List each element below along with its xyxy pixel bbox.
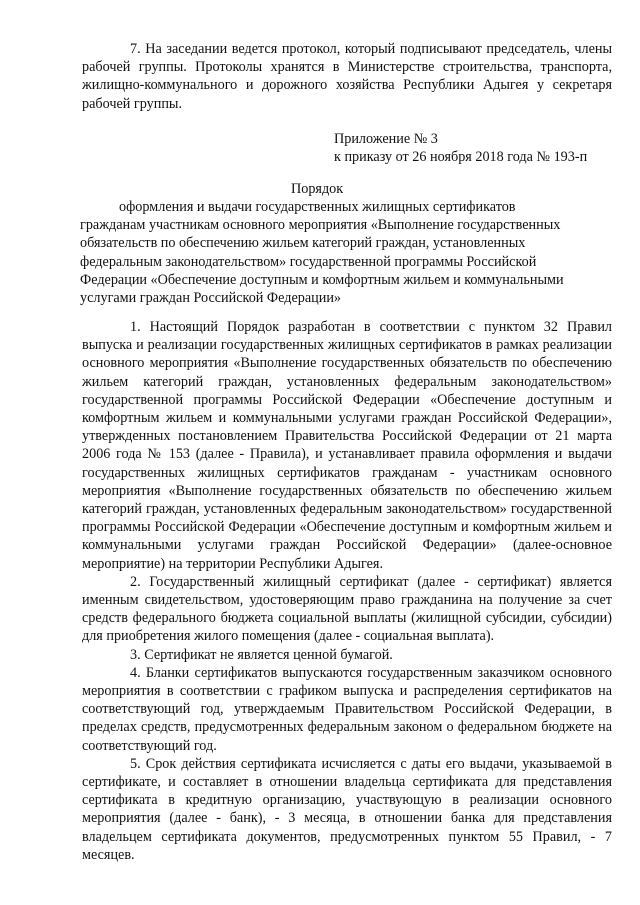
item-4: 4. Бланки сертификатов выпускаются государственным заказчиком основного мероприятия в соответствии с графиком выпуска и распределения сертификатов на соответствующий год, утверждаемым Правительством Российской Федерации, в пределах средств, предусмотренных федеральным законом о федеральном бюджете на соответствующий год. — [82, 664, 612, 754]
subtitle-line: оформления и выдачи государственных жилищных сертификатов — [80, 199, 516, 215]
annex-header — [334, 130, 634, 166]
subtitle-line: услугами граждан Российской Федерации» — [80, 290, 342, 307]
numbered-items — [82, 318, 612, 864]
document-subtitle — [80, 198, 614, 307]
item-5: 5. Срок действия сертификата исчисляется с даты его выдачи, указываемой в сертификате, и составляет в отношении владельца сертификата для представления сертификата в кредитную организацию, участвующую в реализации основного мероприятия (далее - банк), - 3 месяца, в отношении банка для представления владельцем сертификата документов, предусмотренных пунктом 55 Правил, - 7 месяцев. — [82, 755, 612, 863]
item-1: 1. Настоящий Порядок разработан в соответствии с пунктом 32 Правил выпуска и реализации государственных жилищных сертификатов в рамках реализации основного мероприятия «Выполнение государственных обязательств по обеспечению жильем категорий граждан, установленных федеральным законодательством» государственной программы Российской Федерации «Обеспечение доступным и комфортным жильем и коммунальными услугами граждан Российской Федерации», утвержденных постановлением Правительства Российской Федерации от 21 марта 2006 года № 153 (далее - Правила), и устанавливает правила оформления и выдачи государственных жилищных сертификатов гражданам - участникам основного мероприятия «Выполнение государственных обязательств по обеспечению жильем категорий граждан, установленных федеральным законодательством» государственной программы Российской Федерации «Обеспечение доступным и комфортным жильем и коммунальными услугами граждан Российской Федерации» (далее-основное мероприятие) на территории Республики Адыгея. — [82, 319, 612, 572]
item-3: 3. Сертификат не является ценной бумагой. — [130, 646, 393, 663]
paragraph-7-block — [82, 40, 612, 113]
subtitle-line: федеральным законодательством» государственной программы Российской — [80, 253, 537, 270]
annex-order-reference: к приказу от 26 ноября 2018 года № 193-п — [334, 149, 588, 166]
subtitle-line: обязательств по обеспечению жильем категорий граждан, установленных — [80, 235, 526, 252]
document-title: Порядок — [291, 181, 344, 197]
item-2: 2. Государственный жилищный сертификат (далее - сертификат) является именным свидетельством, удостоверяющим право гражданина на получение за счет средств федерального бюджета социальной выплаты (жилищной субсидии, субсидии) для приобретения жилого помещения (далее - социальная выплата). — [82, 573, 612, 645]
subtitle-line: гражданам участникам основного мероприятия «Выполнение государственных — [80, 217, 561, 234]
annex-number: Приложение № 3 — [334, 131, 438, 147]
paragraph-7: 7. На заседании ведется протокол, который подписывают председатель, члены рабочей группы. Протоколы хранятся в Министерстве строительства, транспорта, жилищно-коммунального и дорожного хозяйства Республики Адыгея у секретаря рабочей группы. — [82, 41, 612, 112]
subtitle-line: Федерации «Обеспечение доступным и комфортным жильем и коммунальными — [80, 271, 564, 288]
